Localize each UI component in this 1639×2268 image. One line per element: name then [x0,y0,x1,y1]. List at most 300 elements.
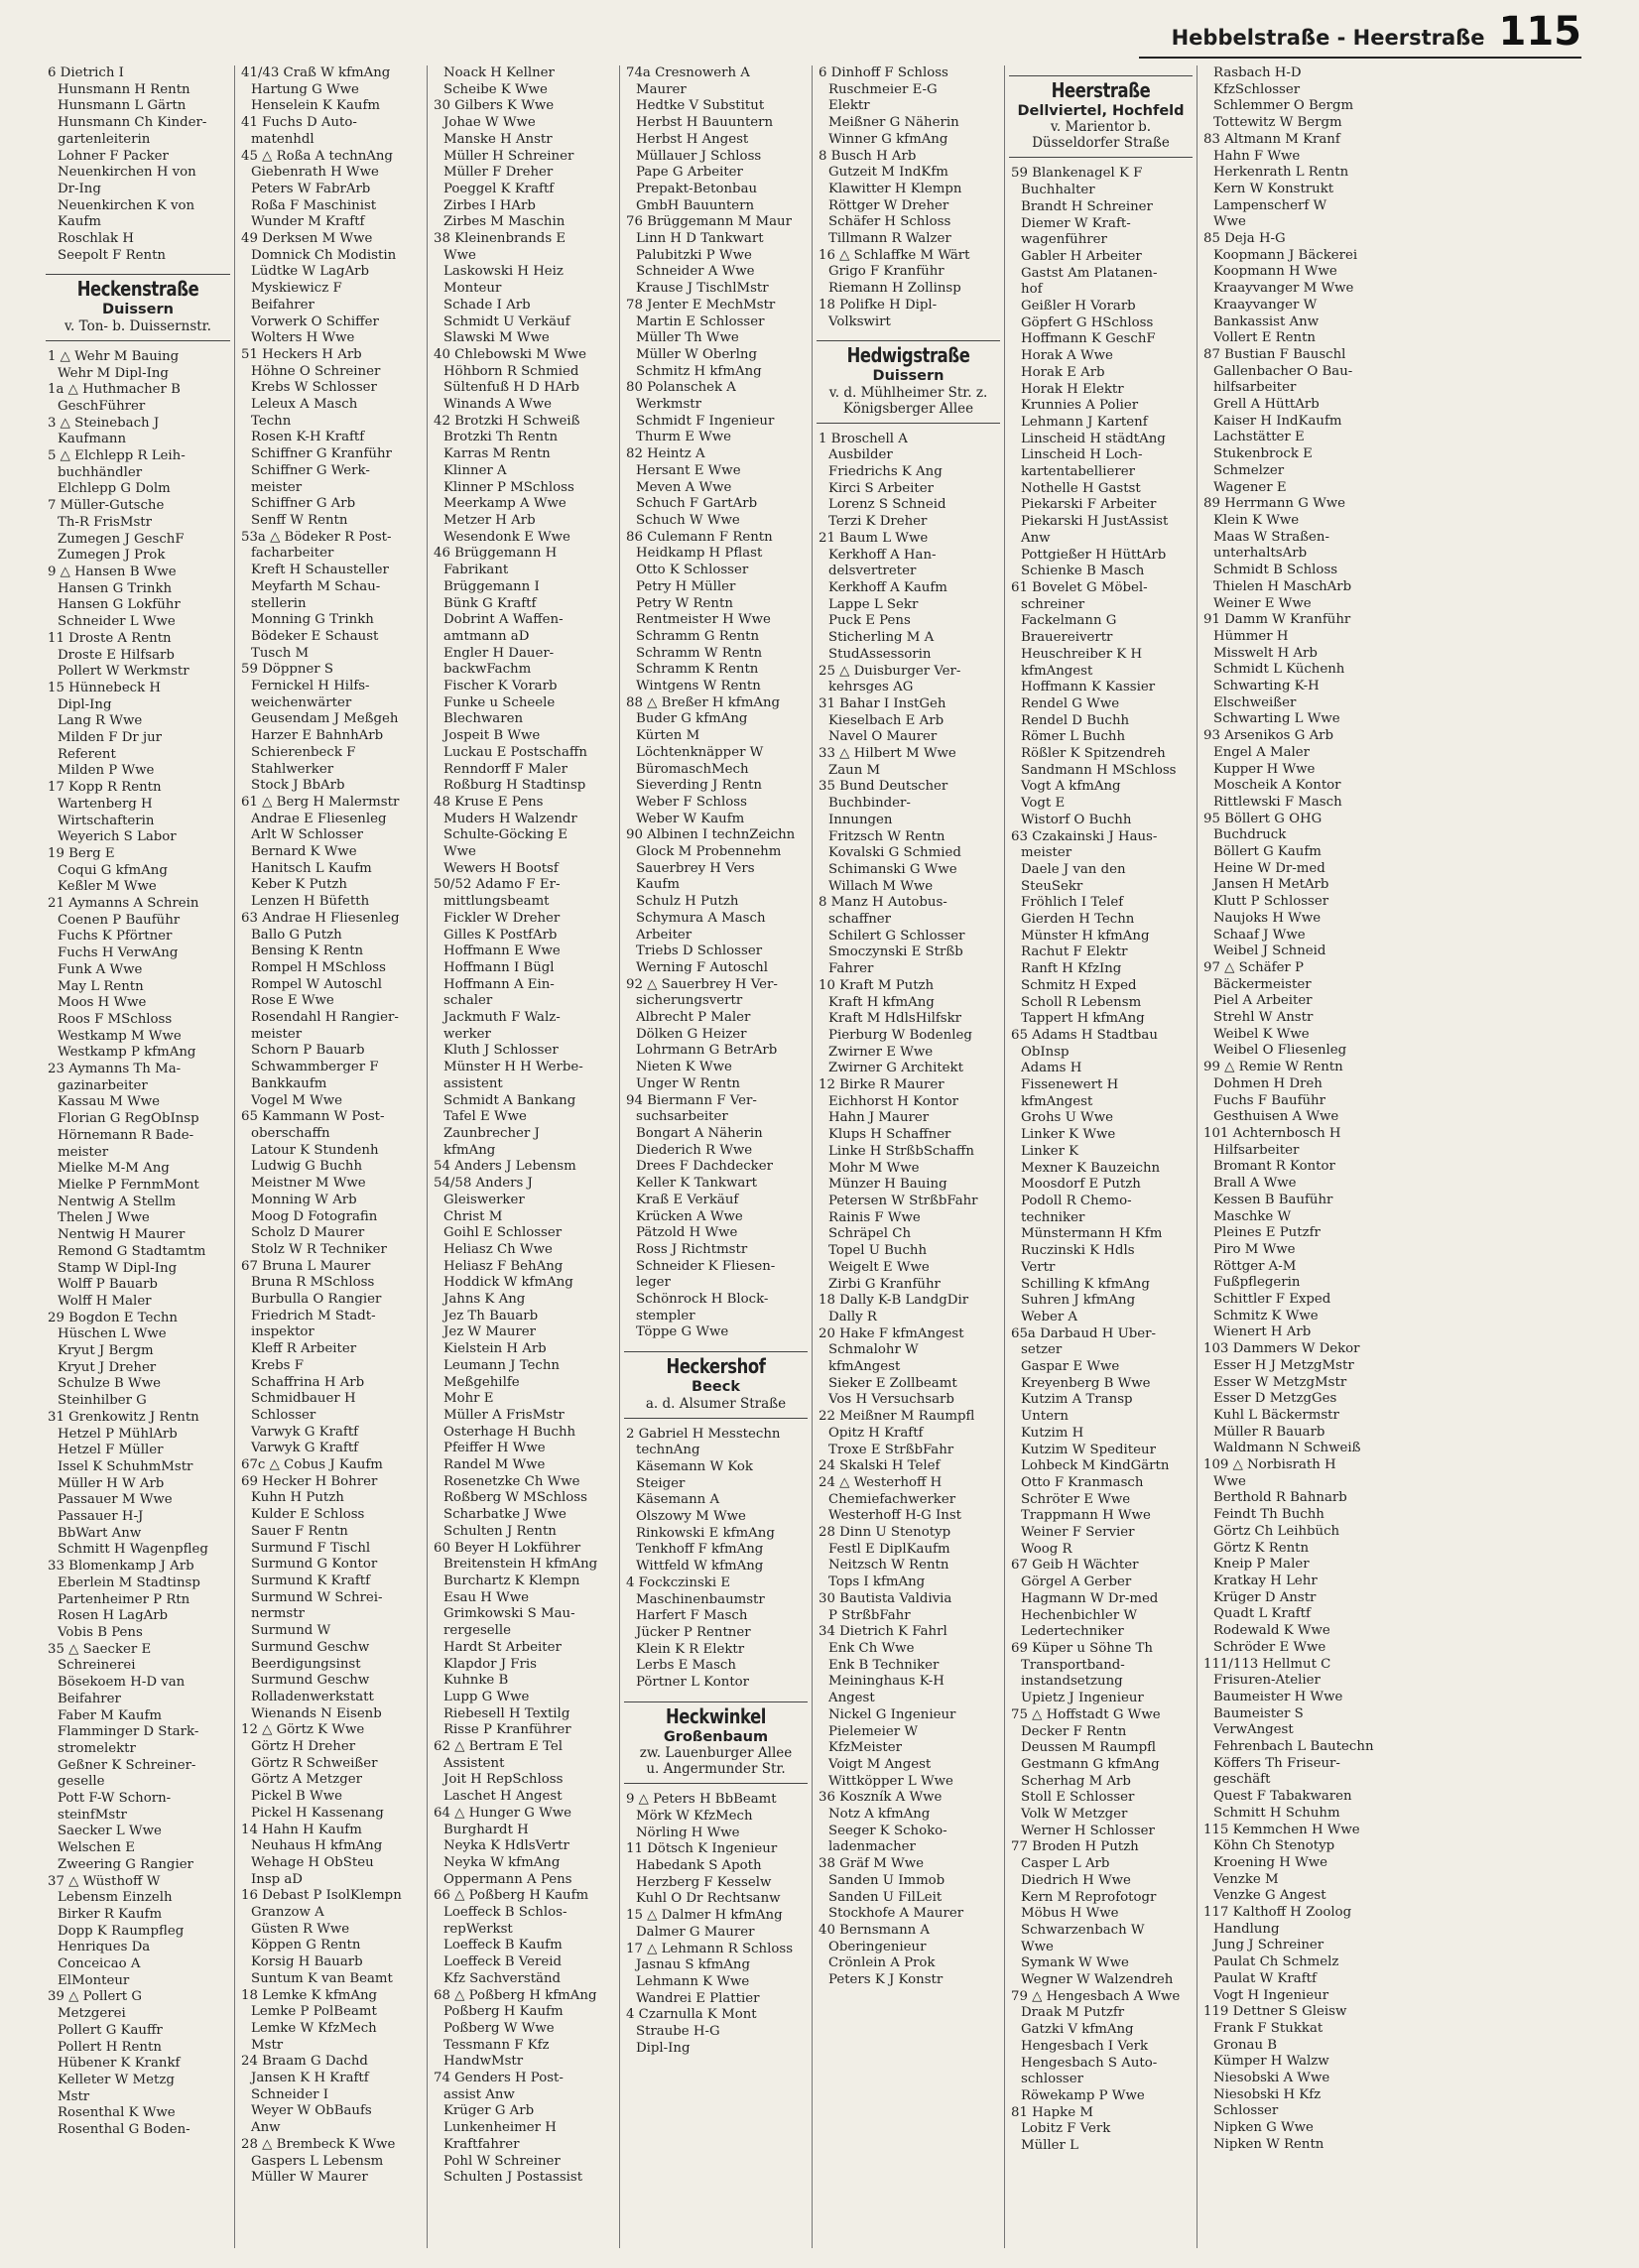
resident-entry: Bankassist Anw [1213,314,1320,329]
resident-entry: Nentwig H Maurer [58,1227,186,1243]
resident-entry: Nothelle H Gastst [1021,480,1141,496]
resident-entry: 9 △ Hansen B Wwe [48,564,177,579]
resident-entry: Hagmann W Dr-med [1021,1590,1159,1606]
resident-entry: Lorenz S Schneid [828,497,946,513]
resident-entry: Westkamp P kfmAng [58,1045,196,1061]
resident-entry: Otto F Kranmasch [1021,1474,1144,1490]
resident-entry: Rößler K Spitzendreh [1021,746,1166,762]
resident-entry: Hörnemann R Bade- [58,1127,194,1143]
resident-entry: Rinkowski E kfmAng [636,1525,775,1541]
resident-entry: Burbulla O Rangier [251,1292,382,1308]
resident-entry: Klapdor J Fris [443,1656,537,1672]
resident-entry: Tillmann R Walzer [828,231,951,247]
resident-entry: Bernard K Wwe [251,844,357,860]
resident-entry: Neyka W kfmAng [443,1854,561,1870]
resident-entry: Görtz R Schweißer [251,1755,378,1771]
resident-entry: Notz A kfmAng [828,1807,931,1823]
resident-entry: 97 △ Schäfer P [1203,959,1304,975]
resident-entry: Kieselbach E Arb [828,712,945,728]
resident-entry: Burchartz K Klempn [443,1573,580,1588]
resident-entry: Schneider L Wwe [58,614,176,630]
resident-entry: Linker K Wwe [1021,1127,1116,1143]
resident-entry: Möbus H Wwe [1021,1906,1119,1922]
resident-entry: Mexner K Bauzeichn [1021,1160,1161,1176]
resident-entry: Sauer F Rentn [251,1523,348,1539]
resident-entry: Hoffmann I Bügl [443,959,555,975]
resident-entry: Weber W Kaufm [636,811,745,826]
resident-entry: Hoffmann K Kassier [1021,680,1156,695]
resident-entry: Winner G kfmAng [828,131,948,147]
resident-entry: Funk A Wwe [58,961,143,977]
resident-entry: Willach M Wwe [828,878,934,894]
resident-entry: Kovalski G Schmied [828,845,961,861]
resident-entry: Meßgehilfe [443,1374,520,1390]
resident-entry: Keller K Tankwart [636,1176,757,1192]
resident-entry: Hansen G Lokführ [58,597,181,613]
resident-entry: Kulder E Schloss [251,1507,365,1523]
resident-entry: Lebensm Einzelh [58,1890,173,1906]
resident-entry: Fackelmann G [1021,613,1117,629]
resident-entry: ObInsp [1021,1044,1070,1060]
resident-entry: Ruschmeier E-G [828,81,938,97]
resident-entry: 25 △ Duisburger Ver- [819,663,961,679]
resident-entry: Schmidt B Schloss [1213,563,1338,578]
resident-entry: Hoffmann E Wwe [443,944,561,959]
resident-entry: Roßburg H Stadtinsp [443,778,586,794]
street-name: Heckenstraße [76,277,199,302]
resident-entry: BbWart Anw [58,1525,142,1541]
resident-entry: Müllauer J Schloss [636,148,762,164]
resident-entry: Venzke M [1213,1871,1279,1887]
resident-entry: Müller H Schreiner [443,148,574,164]
resident-entry: 80 Polanschek A [626,380,736,396]
resident-entry: Meerkamp A Wwe [443,496,567,512]
resident-entry: Rachut F Elektr [1021,945,1128,960]
resident-entry: 74a Cresnowerh A [626,65,750,80]
resident-entry: Hahn F Wwe [1213,148,1301,164]
street-district: Dellviertel, Hochfeld [1017,102,1185,119]
resident-entry: 31 Grenkowitz J Rentn [48,1409,199,1425]
street-extent: Königsberger Allee [842,400,974,417]
resident-entry: oberschaffn [251,1126,330,1141]
resident-entry: Vogel M Wwe [251,1092,343,1108]
resident-entry: Lunkenheimer H [443,2120,557,2136]
resident-entry: Laskowski H Heiz [443,264,564,280]
resident-entry: Lüdtke W LagArb [251,264,370,280]
resident-entry: Friedrich M Stadt- [251,1308,376,1323]
resident-entry: Kutzim A Transp [1021,1392,1133,1408]
section-rule [624,1783,808,1784]
resident-entry: Vogt H Ingenieur [1213,1987,1329,2003]
resident-entry: 8 Manz H Autobus- [819,895,947,911]
resident-entry: Tappert H kfmAng [1021,1011,1145,1027]
resident-entry: Görgel A Gerber [1021,1575,1132,1590]
resident-entry: Schmidt L Küchenh [1213,662,1345,678]
resident-entry: Schwarting K-H [1213,679,1320,694]
resident-entry: Pott F-W Schorn- [58,1791,172,1807]
resident-entry: Baumeister S [1213,1705,1304,1721]
resident-entry: nermstr [251,1606,305,1622]
resident-entry: 19 Berg E [48,845,115,861]
resident-entry: Hunsmann Ch Kinder- [58,115,207,131]
resident-entry: 60 Beyer H Lokführer [434,1540,581,1556]
resident-entry: Meißner G Näherin [828,115,959,131]
resident-entry: Vobis B Pens [58,1624,143,1640]
resident-entry: Weiner E Wwe [1213,595,1312,611]
resident-entry: Rosenthal K Wwe [58,2105,176,2121]
resident-entry: kfmAngest [1021,663,1093,679]
resident-entry: Kupper H Wwe [1213,761,1316,777]
resident-entry: Schneider I [251,2086,329,2102]
resident-entry: Herbst H Bauuntern [636,115,774,131]
resident-entry: meister [251,479,303,495]
resident-entry: Kutzim H [1021,1425,1084,1441]
street-extent: Düsseldorfer Straße [1032,135,1170,152]
resident-entry: Zirbes M Maschin [443,214,566,230]
resident-entry: 117 Kalthoff H Zoolog [1203,1905,1352,1921]
resident-entry: Sauerbrey H Vers [636,860,755,876]
resident-entry: Noack H Kellner [443,65,555,80]
resident-entry: mittlungsbeamt [443,894,550,910]
resident-entry: Krebs W Schlosser [251,380,377,396]
resident-entry: Scherhag M Arb [1021,1773,1131,1789]
resident-entry: Hoffmann K GeschF [1021,331,1156,347]
resident-entry: Hoffmann A Ein- [443,976,555,992]
resident-entry: Vertr [1021,1259,1056,1275]
resident-entry: Wehage H ObSteu [251,1854,374,1870]
resident-entry: Wwe [443,844,476,860]
resident-entry: Westerhoff H-G Inst [828,1508,962,1524]
resident-entry: 12 Birke R Maurer [819,1077,945,1093]
resident-entry: technAng [636,1443,700,1458]
resident-entry: inspektor [251,1324,315,1340]
section-rule [817,340,1000,341]
street-district: Beeck [692,1378,740,1395]
resident-entry: Lehmann J Kartenf [1021,414,1148,430]
resident-entry: 67 Bruna L Maurer [241,1258,371,1274]
resident-entry: Dobrint A Waffen- [443,612,564,628]
resident-entry: Renndorff F Maler [443,761,568,777]
resident-entry: Horak E Arb [1021,364,1105,380]
resident-entry: schaler [443,993,493,1009]
resident-entry: 33 △ Hilbert M Wwe [819,746,956,762]
resident-entry: Gilles K PostfArb [443,927,558,943]
resident-entry: Hahn J Maurer [828,1110,930,1126]
resident-entry: Löchtenknäpper W [636,744,764,760]
resident-entry: Burghardt H [443,1822,529,1837]
resident-entry: Vogt A kfmAng [1021,779,1121,795]
resident-entry: schlosser [1021,2072,1083,2087]
resident-entry: meister [251,1026,303,1042]
resident-entry: Schneider A Wwe [636,264,755,280]
resident-entry: Podoll R Chemo- [1021,1194,1132,1208]
resident-entry: HandwMstr [443,2054,524,2070]
resident-entry: Manske H Anstr [443,131,553,147]
resident-entry: Fuchs F Bauführ [1213,1092,1325,1108]
resident-entry: Misswelt H Arb [1213,645,1318,661]
resident-entry: 69 Küper u Söhne Th [1011,1640,1153,1656]
resident-entry: Wagener E [1213,479,1287,495]
resident-entry: Breitenstein H kfmAng [443,1557,598,1573]
resident-entry: Latour K Stundenh [251,1142,379,1158]
resident-entry: Arbeiter [636,927,693,943]
resident-entry: Schneider K Fliesen- [636,1258,776,1274]
resident-entry: Esser W MetzgMstr [1213,1374,1347,1390]
resident-entry: assist Anw [443,2086,515,2102]
resident-entry: Stoll E Schlosser [1021,1790,1135,1806]
resident-entry: kfmAng [443,1142,496,1158]
resident-entry: Lenzen H Büfetth [251,894,370,910]
resident-entry: 1 Broschell A [819,431,908,446]
resident-entry: Frank F Stukkat [1213,2020,1324,2036]
resident-entry: Sandmann H MSchloss [1021,762,1177,778]
resident-entry: 77 Broden H Putzh [1011,1839,1139,1855]
resident-entry: Chemiefachwerker [828,1491,956,1507]
resident-entry: Sieker E Zollbeamt [828,1375,957,1391]
resident-entry: Festl E DiplKaufm [828,1541,950,1557]
resident-entry: Joit H RepSchloss [443,1772,564,1788]
resident-entry: 11 Dötsch K Ingenieur [626,1841,778,1857]
resident-entry: Wegner W Walzendreh [1021,1972,1174,1988]
resident-entry: 17 Kopp R Rentn [48,780,162,796]
resident-entry: Schmitt H Wagenpfleg [58,1542,208,1558]
resident-entry: Lehmann K Wwe [636,1973,750,1989]
resident-entry: 48 Kruse E Pens [434,794,544,810]
resident-entry: Passauer M Wwe [58,1492,173,1508]
resident-entry: VerwAngest [1213,1722,1294,1738]
resident-entry: Münster H kfmAng [1021,928,1150,944]
resident-entry: Röttger A-M [1213,1258,1297,1274]
resident-entry: Maas W Straßen- [1213,529,1329,545]
resident-entry: Müller L [1021,2138,1078,2154]
resident-entry: meister [58,1144,109,1160]
resident-entry: 31 Bahar I InstGeh [819,695,946,711]
directory-columns [42,65,1581,2248]
resident-entry: 40 Bernsmann A [819,1922,931,1938]
resident-entry: Werkmstr [636,397,701,413]
street-extent: u. Angermunder Str. [646,1761,786,1778]
resident-entry: Esau H Wwe [443,1589,529,1605]
resident-entry: Diederich R Wwe [636,1142,753,1158]
resident-entry: 9 △ Peters H BbBeamt [626,1792,777,1808]
resident-entry: 30 Gilbers K Wwe [434,98,555,114]
resident-entry: meister [1021,845,1072,861]
resident-entry: 11 Droste A Rentn [48,630,172,646]
resident-entry: 18 Lemke K kfmAng [241,1987,378,2003]
resident-entry: Gronau B [1213,2037,1278,2053]
resident-entry: Thelen J Wwe [58,1210,150,1226]
resident-entry: Höhborn R Schmied [443,363,579,379]
resident-entry: Woog R [1021,1541,1072,1557]
column-7 [1197,65,1389,2248]
resident-entry: Grohs U Wwe [1021,1110,1113,1126]
resident-entry: Schilling K kfmAng [1021,1276,1150,1292]
resident-entry: Lerbs E Masch [636,1658,736,1674]
resident-entry: Schramm G Rentn [636,628,760,644]
resident-entry: 12 △ Görtz K Wwe [241,1722,365,1738]
resident-entry: Engel A Maler [1213,744,1310,760]
resident-entry: Buchbinder- [828,796,911,812]
resident-entry: Droste E Hilfsarb [58,647,175,663]
resident-entry: Elschweißer [1213,694,1297,710]
resident-entry: Metzgerei [58,2006,126,2022]
resident-entry: Schwammberger F [251,1060,379,1075]
resident-entry: 93 Arsenikos G Arb [1203,728,1334,744]
resident-entry: 24 Braam G Dachd [241,2054,368,2070]
resident-entry: Weiner F Servier [1021,1525,1135,1541]
resident-entry: Meyfarth M Schau- [251,578,381,594]
resident-entry: Fissenewert H [1021,1077,1119,1093]
resident-entry: 41 Fuchs D Auto- [241,115,357,131]
resident-entry: Buchdruck [1213,827,1287,843]
resident-entry: Fuchs K Pförtner [58,929,173,945]
resident-entry: Zirbi G Kranführ [828,1276,941,1292]
resident-entry: Zwirner G Architekt [828,1061,963,1076]
resident-entry: Nörling H Wwe [636,1825,740,1840]
resident-entry: Wwe [443,247,476,263]
resident-entry: 62 △ Bertram E Tel [434,1739,563,1755]
resident-entry: Rasbach H-D [1213,65,1302,80]
resident-entry: Albrecht P Maler [636,1010,751,1026]
resident-entry: Schmidt U Verkäuf [443,314,570,329]
resident-entry: 28 Dinn U Stenotyp [819,1525,951,1541]
resident-entry: Giebenrath H Wwe [251,165,379,181]
resident-entry: 61 △ Berg H Malermstr [241,794,400,810]
resident-entry: Quest F Tabakwaren [1213,1789,1352,1805]
resident-entry: KfzMeister [828,1740,902,1756]
resident-entry: Poßberg W Wwe [443,2020,555,2036]
resident-entry: Jez Th Bauarb [443,1308,539,1323]
resident-entry: Rosenthal G Boden- [58,2122,190,2138]
resident-entry: Görtz K Rentn [1213,1540,1310,1556]
resident-entry: Koopmann J Bäckerei [1213,247,1358,263]
resident-entry: 83 Altmann M Kranf [1203,131,1340,147]
resident-entry: Engler H Dauer- [443,645,555,661]
resident-entry: Arlt W Schlosser [251,827,363,843]
resident-entry: Piel A Arbeiter [1213,993,1313,1009]
resident-entry: Fahrer [828,961,874,977]
resident-entry: Kreyenberg B Wwe [1021,1375,1151,1391]
resident-entry: Niesobski A Wwe [1213,2071,1330,2086]
resident-entry: Hunsmann H Rentn [58,81,190,97]
resident-entry: Mielke M-M Ang [58,1161,170,1177]
resident-entry: 42 Brotzki H Schweiß [434,413,580,429]
street-extent: v. d. Mühlheimer Str. z. [828,384,988,401]
resident-entry: Gierden H Techn [1021,912,1135,928]
resident-entry: Milden F Dr jur [58,730,163,746]
resident-entry: Gestmann G kfmAng [1021,1756,1160,1772]
resident-entry: Kuhnke B [443,1673,509,1689]
resident-entry: 119 Dettner S Gleisw [1203,2004,1347,2020]
resident-entry: 92 △ Sauerbrey H Ver- [626,976,778,992]
resident-entry: Dohmen H Dreh [1213,1075,1323,1091]
resident-entry: Dopp K Raumpfleg [58,1923,185,1939]
resident-entry: Granzow A [251,1905,324,1921]
resident-entry: Werning F Autoschl [636,959,768,975]
resident-entry: Piekarski F Arbeiter [1021,497,1157,513]
resident-entry: Jücker P Rentner [636,1624,751,1640]
resident-entry: hilfsarbeiter [1213,380,1297,396]
resident-entry: Remond G Stadtamtm [58,1243,206,1259]
resident-entry: Jackmuth F Walz- [443,1010,561,1026]
resident-entry: Grigo F Kranführ [828,264,945,280]
resident-entry: 28 △ Brembeck K Wwe [241,2136,396,2152]
resident-entry: Herkenrath L Rentn [1213,165,1349,181]
resident-entry: Jung J Schreiner [1213,1938,1324,1953]
resident-entry: Buder G kfmAng [636,711,748,727]
resident-entry: Mstr [251,2037,284,2053]
resident-entry: Monteur [443,281,502,297]
resident-entry: Leumann J Techn [443,1357,560,1373]
resident-entry: Meistner M Wwe [251,1176,366,1192]
resident-entry: Topel U Buchh [828,1243,928,1259]
resident-entry: Weyerich S Labor [58,829,177,845]
resident-entry: Myskiewicz F [251,281,342,297]
resident-entry: Moosdorf E Putzh [1021,1177,1141,1193]
resident-entry: Müller R Bauarb [1213,1424,1325,1440]
resident-entry: 38 Gräf M Wwe [819,1856,924,1872]
resident-entry: Kaiser H IndKaufm [1213,413,1342,429]
resident-entry: Kleff R Arbeiter [251,1341,357,1357]
resident-entry: Göpfert G HSchloss [1021,315,1154,330]
street-section [819,340,998,423]
resident-entry: 21 Aymanns A Schrein [48,896,199,912]
resident-entry: Trappmann H Wwe [1021,1508,1151,1524]
resident-entry: Hengesbach S Auto- [1021,2055,1158,2071]
resident-entry: Casper L Arb [1021,1856,1110,1872]
resident-entry: Schiffner G Kranführ [251,446,392,462]
resident-entry: Ross J Richtmstr [636,1241,748,1257]
resident-entry: Herzberg F Kesselw [636,1874,772,1890]
resident-entry: Referent [58,746,116,762]
resident-entry: Schulten J Rentn [443,1523,557,1539]
resident-entry: Schymura A Masch [636,910,766,926]
resident-entry: Florian G RegObInsp [58,1111,199,1127]
resident-entry: Zwirner E Wwe [828,1044,934,1060]
resident-entry: Enk B Techniker [828,1657,940,1673]
resident-entry: Andrae E Fliesenleg [251,811,387,826]
resident-entry: Kessen B Bauführ [1213,1192,1333,1207]
resident-entry: Käsemann W Kok [636,1458,753,1474]
resident-entry: 90 Albinen I technZeichn [626,827,796,843]
resident-entry: Schulten J Postassist [443,2170,583,2186]
resident-entry: Sieverding J Rentn [636,778,762,794]
resident-entry: 4 Czarnulla K Mont [626,2007,757,2023]
resident-entry: Nickel G Ingenieur [828,1706,956,1722]
resident-entry: Wittköpper L Wwe [828,1773,953,1789]
resident-entry: Krücken A Wwe [636,1208,743,1224]
resident-entry: Randel M Wwe [443,1457,546,1473]
resident-entry: Piro M Wwe [1213,1241,1296,1257]
resident-entry: Triebs D Schlosser [636,944,763,959]
resident-entry: Stolz W R Techniker [251,1241,387,1257]
resident-entry: Grimkowski S Mau- [443,1606,575,1622]
resident-entry: Hedtke V Substitut [636,98,765,114]
resident-entry: 37 △ Wüsthoff W [48,1873,161,1889]
resident-entry: setzer [1021,1342,1063,1358]
resident-entry: Neyka K HdlsVertr [443,1838,569,1854]
resident-entry: Rosen H LagArb [58,1608,169,1624]
resident-entry: Schittler F Exped [1213,1292,1331,1308]
resident-entry: Linscheid H städtAng [1021,431,1166,446]
resident-entry: Wolff H Maler [58,1293,152,1309]
resident-entry: Fuchs H VerwAng [58,945,179,961]
resident-entry: 115 Kemmchen H Wwe [1203,1822,1360,1837]
resident-entry: Decker F Rentn [1021,1723,1127,1739]
resident-entry: Tottewitz W Bergm [1213,115,1342,131]
resident-entry: Weber F Schloss [636,794,747,810]
resident-entry: Mstr [58,2088,90,2104]
